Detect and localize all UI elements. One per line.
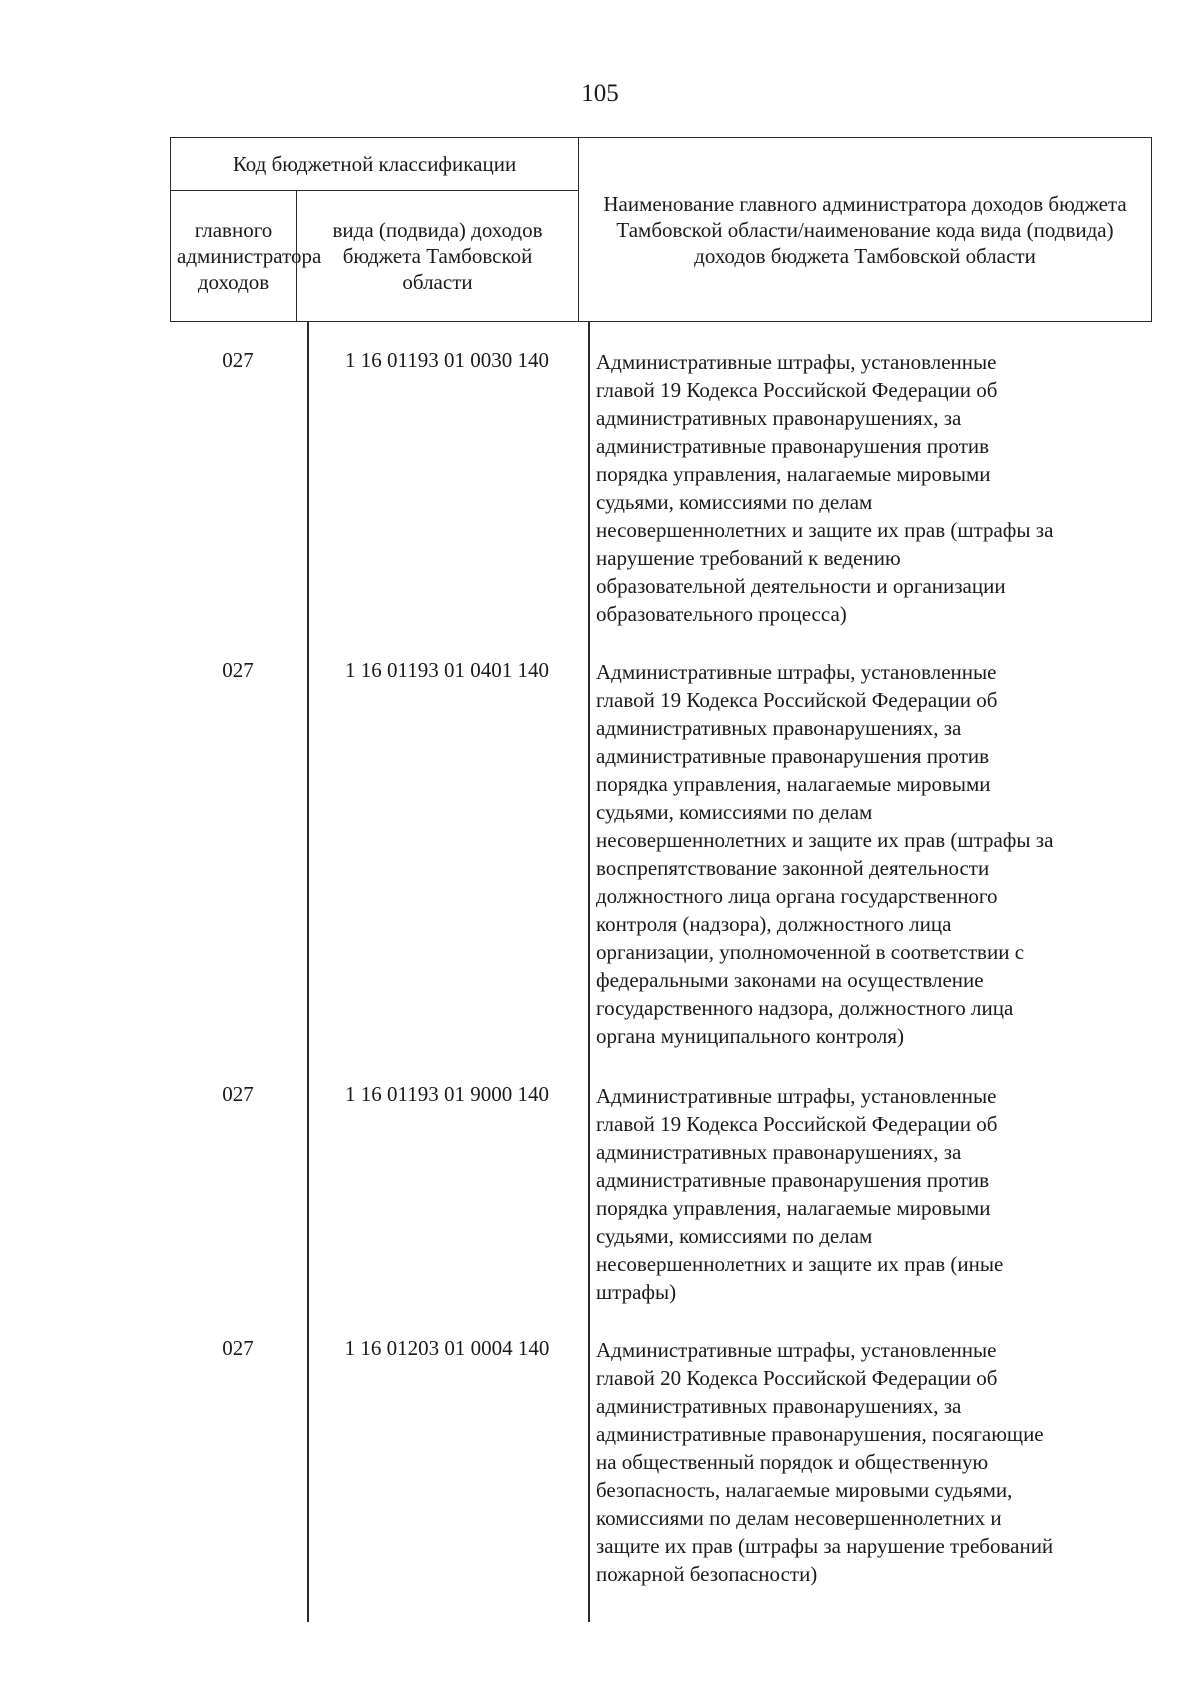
page-number: 105 xyxy=(581,80,619,107)
header-admin-column: главного администратора доходов xyxy=(171,191,297,322)
admin-code: 027 xyxy=(222,1336,254,1360)
income-description: Административные штрафы, установленные главой 20 Кодекса Российской Федерации об административных правонарушениях, за административные правонарушения, посягающие на общественный порядок и общественную безопасность, налагаемые мировыми судьями, комиссиями по делам несовершеннолетних и защите их прав (штрафы за нарушение требований пожарной безопасности) xyxy=(596,1338,1054,1586)
income-description: Административные штрафы, установленные главой 19 Кодекса Российской Федерации об административных правонарушениях, за административные правонарушения против порядка управления, налагаемые мировыми судьями, комиссиями по делам несовершеннолетних и защите их прав (иные штрафы) xyxy=(596,1084,1004,1304)
admin-code: 027 xyxy=(222,1082,254,1106)
header-code-group: Код бюджетной классификации xyxy=(171,138,579,191)
income-code: 1 16 01193 01 0030 140 xyxy=(345,348,549,372)
income-description: Административные штрафы, установленные главой 19 Кодекса Российской Федерации об административных правонарушениях, за административные правонарушения против порядка управления, налагаемые мировыми судьями, комиссиями по делам несовершеннолетних и защите их прав (штрафы за нарушение требований к ведению образовательной деятельности и организации образовательного процесса) xyxy=(596,350,1054,626)
header-name-column: Наименование главного администратора доходов бюджета Тамбовской области/наименование кода вида (подвида) доходов бюджета Тамбовской области xyxy=(579,138,1152,322)
income-code: 1 16 01203 01 0004 140 xyxy=(344,1336,550,1360)
column-divider-1 xyxy=(307,322,309,1622)
admin-code: 027 xyxy=(222,348,254,372)
column-divider-2 xyxy=(588,322,590,1622)
header-code-column: вида (подвида) доходов бюджета Тамбовской области xyxy=(297,191,579,322)
income-code: 1 16 01193 01 0401 140 xyxy=(345,658,549,682)
income-code: 1 16 01193 01 9000 140 xyxy=(345,1082,549,1106)
income-description: Административные штрафы, установленные главой 19 Кодекса Российской Федерации об административных правонарушениях, за административные правонарушения против порядка управления, налагаемые мировыми судьями, комиссиями по делам несовершеннолетних и защите их прав (штрафы за воспрепятствование законной деятельности должностного лица органа государственного контроля (надзора), должностного лица организации, уполномоченной в соответствии с федеральными законами на осуществление государственного надзора, должностного лица органа муниципального контроля) xyxy=(596,660,1054,1048)
table-header xyxy=(170,137,1152,322)
admin-code: 027 xyxy=(222,658,254,682)
